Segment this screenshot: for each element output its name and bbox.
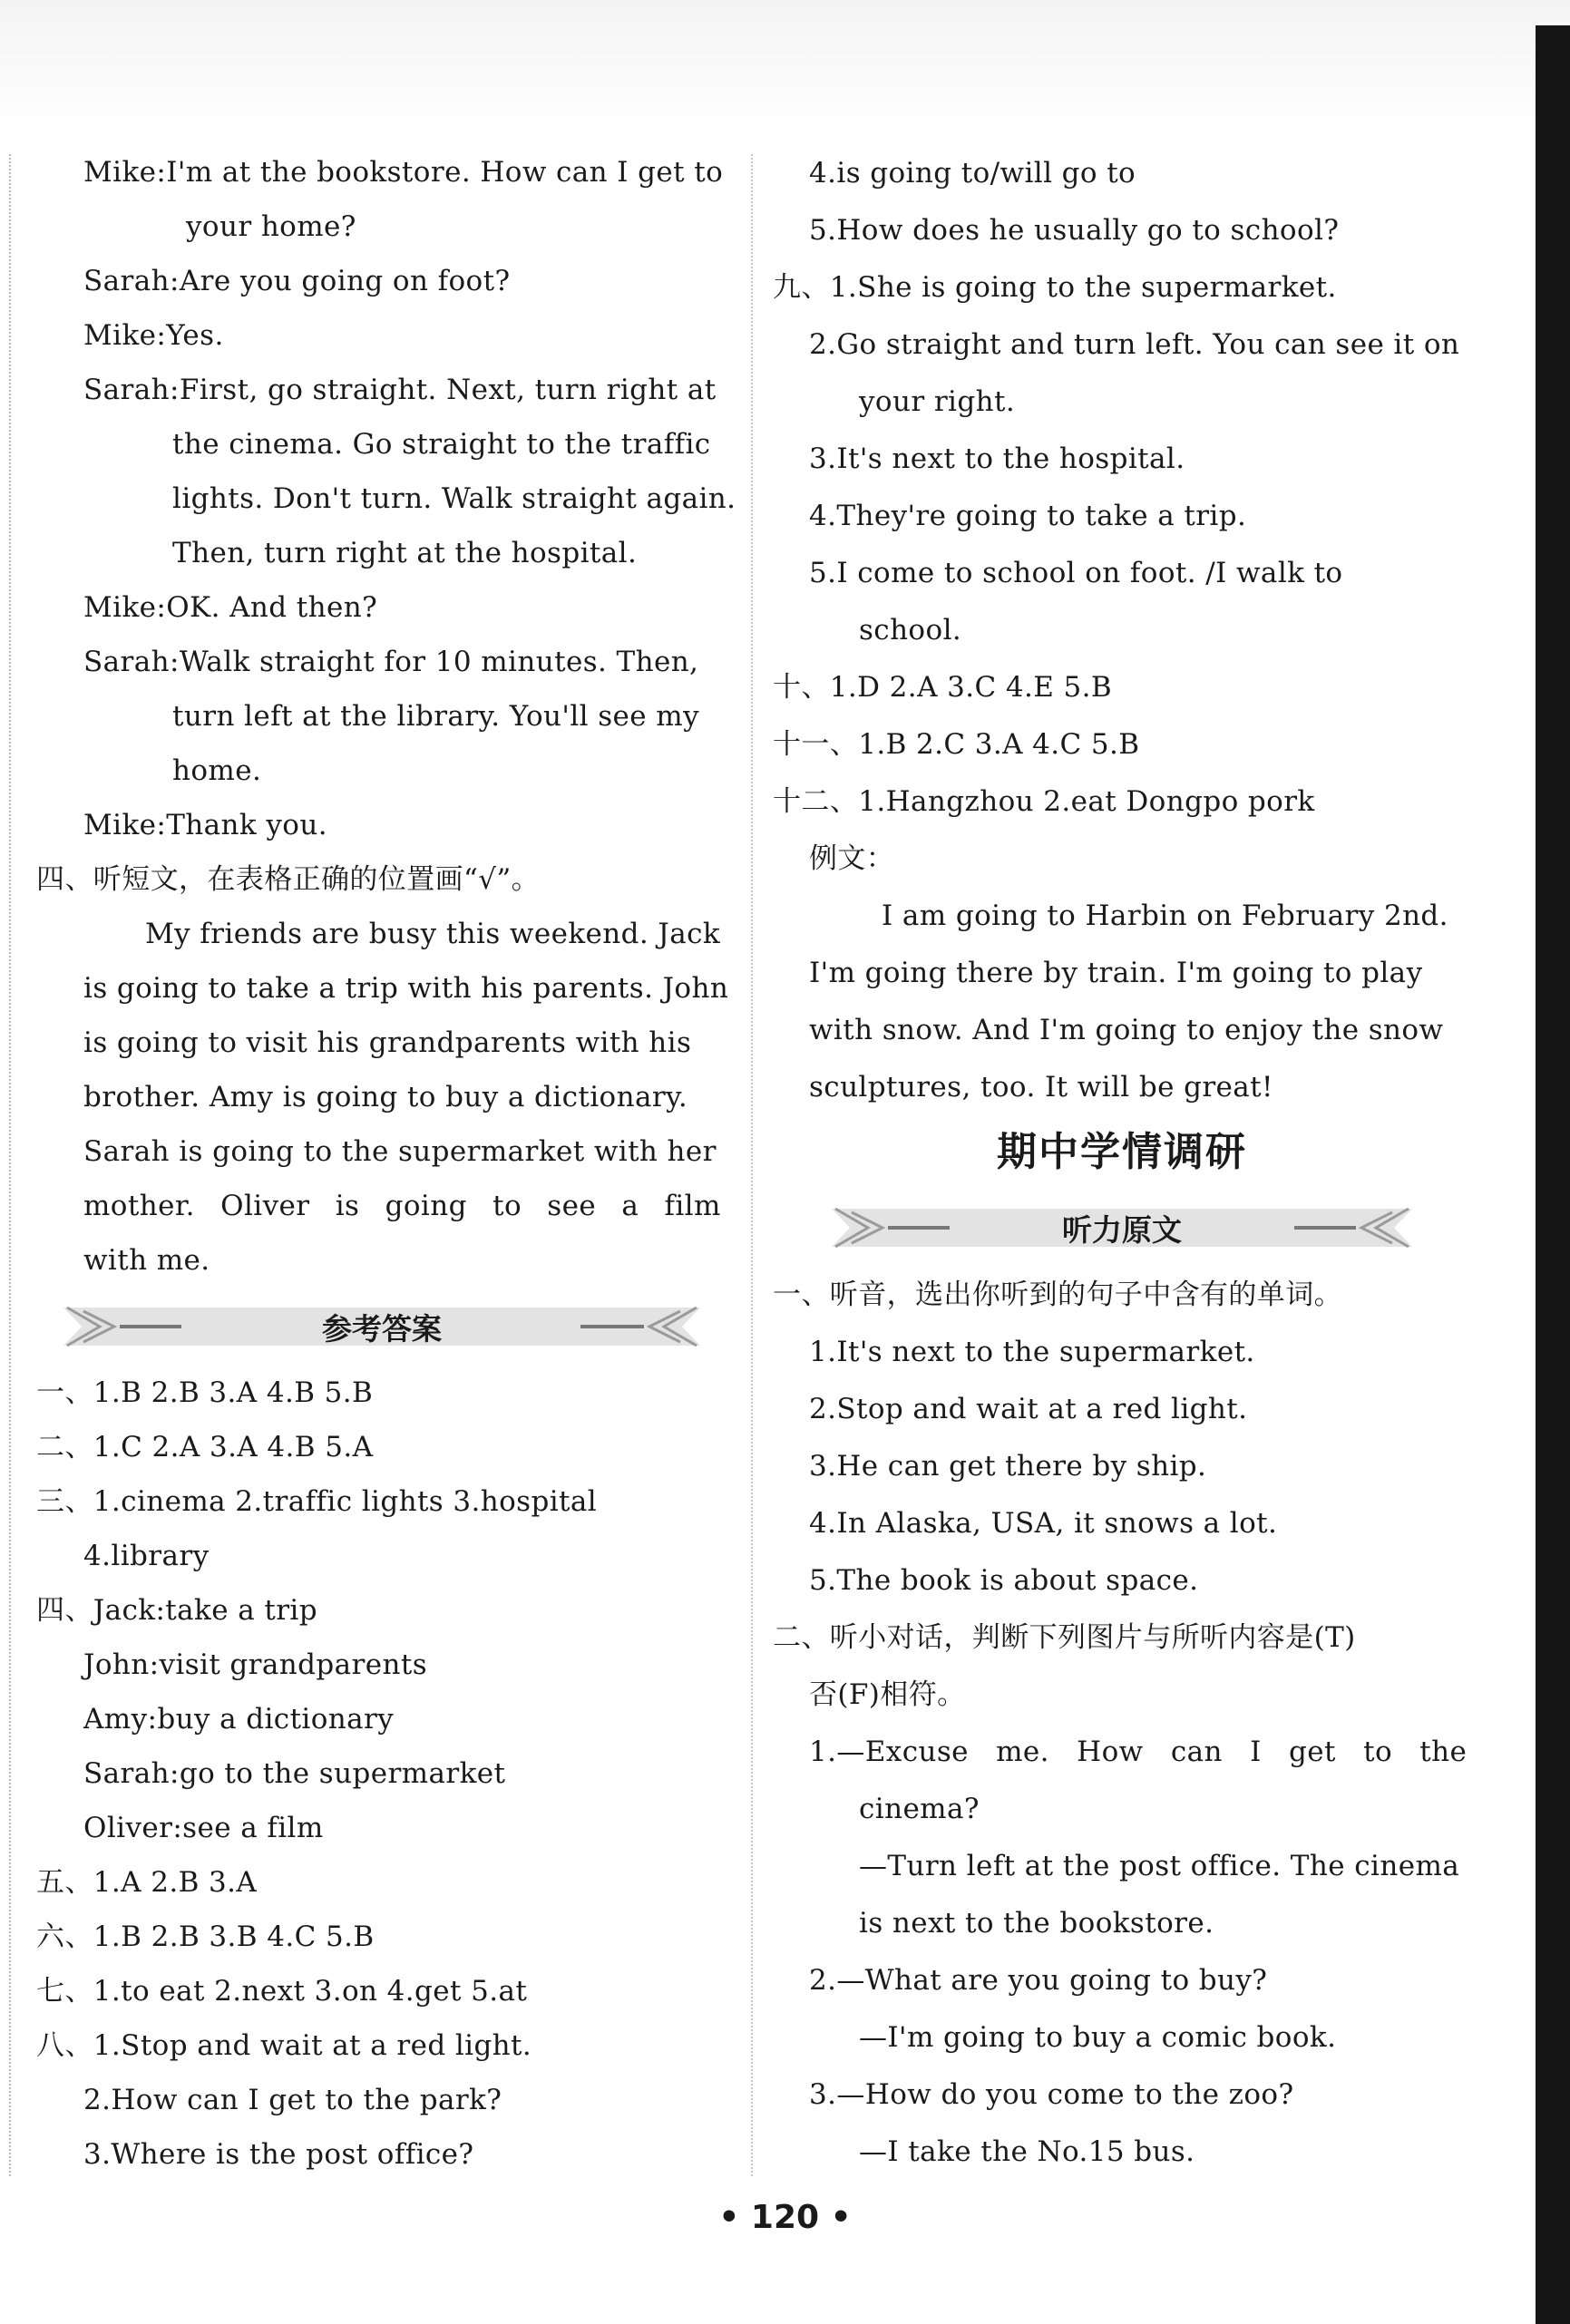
answers-banner	[36, 1295, 727, 1358]
answer-line: Sarah:go to the supermarket	[83, 1757, 506, 1790]
answer-line: 六、1.B 2.B 3.B 4.C 5.B	[36, 1920, 375, 1953]
listening-line: cinema?	[859, 1793, 980, 1825]
listening-line: 1.—Excuse me. How can I get to the	[809, 1736, 1468, 1768]
answer-line: 一、1.B 2.B 3.A 4.B 5.B	[36, 1376, 374, 1409]
passage-line: with me.	[83, 1244, 210, 1277]
listening-line: 3.He can get there by ship.	[809, 1450, 1207, 1483]
answer-line: Amy:buy a dictionary	[83, 1703, 395, 1736]
example-line: sculptures, too. It will be great!	[809, 1071, 1273, 1104]
dialogue-line: Sarah:First, go straight. Next, turn right at	[83, 374, 717, 406]
answer-line: 4.is going to/will go to	[809, 157, 1136, 190]
dialogue-line: the cinema. Go straight to the traffic	[172, 428, 711, 461]
answer-line: 十一、1.B 2.C 3.A 4.C 5.B	[773, 728, 1140, 761]
answer-line: your right.	[859, 385, 1016, 418]
example-line: I am going to Harbin on February 2nd.	[882, 899, 1448, 932]
listening-line: 2.Stop and wait at a red light.	[809, 1393, 1248, 1425]
dialogue-line: Sarah:Are you going on foot?	[83, 265, 511, 297]
answer-line: 4.library	[83, 1540, 210, 1572]
passage-line: brother. Amy is going to buy a dictionary.	[83, 1081, 688, 1113]
left-margin-rule	[9, 154, 11, 2176]
answer-line: 八、1.Stop and wait at a red light.	[36, 2029, 532, 2062]
answer-line: 三、1.cinema 2.traffic lights 3.hospital	[36, 1485, 598, 1518]
answer-line: 5.I come to school on foot. /I walk to	[809, 557, 1343, 589]
dialogue-line: turn left at the library. You'll see my	[172, 700, 699, 733]
listening-line: 2.—What are you going to buy?	[809, 1964, 1268, 1997]
answer-line: 四、Jack:take a trip	[36, 1594, 317, 1627]
right-column	[773, 145, 1471, 2181]
answer-line: 2.How can I get to the park?	[83, 2084, 502, 2116]
dialogue-line: Then, turn right at the hospital.	[172, 537, 638, 569]
scan-top-band	[0, 0, 1570, 136]
listening-line: is next to the bookstore.	[859, 1907, 1214, 1940]
answer-line: Oliver:see a film	[83, 1812, 324, 1844]
dialogue-line: Mike:Yes.	[83, 319, 224, 352]
answer-line: 3.It's next to the hospital.	[809, 442, 1185, 475]
listening-heading: 否(F)相符。	[809, 1678, 966, 1711]
page-number: • 120 •	[718, 2199, 852, 2236]
listening-line: 3.—How do you come to the zoo?	[809, 2078, 1294, 2111]
listening-banner	[773, 1196, 1471, 1259]
answer-line: 3.Where is the post office?	[83, 2138, 474, 2171]
dialogue-line: Mike:OK. And then?	[83, 591, 378, 624]
listening-line: —I take the No.15 bus.	[859, 2135, 1195, 2168]
listening-heading: 二、听小对话，判断下列图片与所听内容是(T)	[773, 1621, 1356, 1654]
passage-line: is going to visit his grandparents with his	[83, 1026, 692, 1059]
passage-line: My friends are busy this weekend. Jack	[145, 918, 721, 950]
listening-line: —I'm going to buy a comic book.	[859, 2021, 1337, 2054]
answer-line: 5.How does he usually go to school?	[809, 214, 1340, 247]
answer-line: 五、1.A 2.B 3.A	[36, 1866, 258, 1899]
scan-binding-edge	[1536, 25, 1570, 2324]
answer-line: 4.They're going to take a trip.	[809, 500, 1247, 532]
dialogue-line: Sarah:Walk straight for 10 minutes. Then,	[83, 646, 699, 678]
dialogue-line: home.	[172, 754, 262, 787]
listening-heading: 一、听音，选出你听到的句子中含有的单词。	[773, 1279, 1342, 1311]
answer-line: 二、1.C 2.A 3.A 4.B 5.A	[36, 1431, 374, 1463]
left-column	[36, 145, 736, 2182]
passage-line: is going to take a trip with his parents. John	[83, 972, 729, 1005]
section-heading: 四、听短文，在表格正确的位置画“√”。	[36, 863, 541, 896]
example-line: with snow. And I'm going to enjoy the snow	[809, 1014, 1444, 1046]
banner-title: 听力原文	[1062, 1211, 1182, 1248]
answer-line: 十二、1.Hangzhou 2.eat Dongpo pork	[773, 785, 1315, 818]
passage-line: Sarah is going to the supermarket with her	[83, 1135, 717, 1168]
listening-line: 5.The book is about space.	[809, 1564, 1199, 1597]
section-title: 期中学情调研	[997, 1129, 1247, 1175]
answer-line: 十、1.D 2.A 3.C 4.E 5.B	[773, 671, 1113, 704]
dialogue-line: lights. Don't turn. Walk straight again.	[172, 482, 736, 515]
answer-line: 九、1.She is going to the supermarket.	[773, 271, 1337, 304]
column-divider	[751, 154, 753, 2176]
banner-title: 参考答案	[322, 1310, 442, 1347]
answer-line: 2.Go straight and turn left. You can see it on	[809, 328, 1460, 361]
example-label: 例文：	[809, 842, 895, 875]
answer-line: John:visit grandparents	[83, 1648, 428, 1681]
dialogue-line: your home?	[186, 210, 356, 243]
listening-line: 4.In Alaska, USA, it snows a lot.	[809, 1507, 1278, 1540]
listening-line: —Turn left at the post office. The cinema	[859, 1850, 1460, 1882]
listening-line: 1.It's next to the supermarket.	[809, 1336, 1255, 1368]
example-line: I'm going there by train. I'm going to play	[809, 957, 1423, 989]
passage-line: mother. Oliver is going to see a film	[83, 1190, 721, 1222]
dialogue-line: Mike:I'm at the bookstore. How can I get to	[83, 156, 724, 189]
answer-line: school.	[859, 614, 962, 647]
answer-line: 七、1.to eat 2.next 3.on 4.get 5.at	[36, 1975, 528, 2008]
dialogue-line: Mike:Thank you.	[83, 809, 327, 841]
